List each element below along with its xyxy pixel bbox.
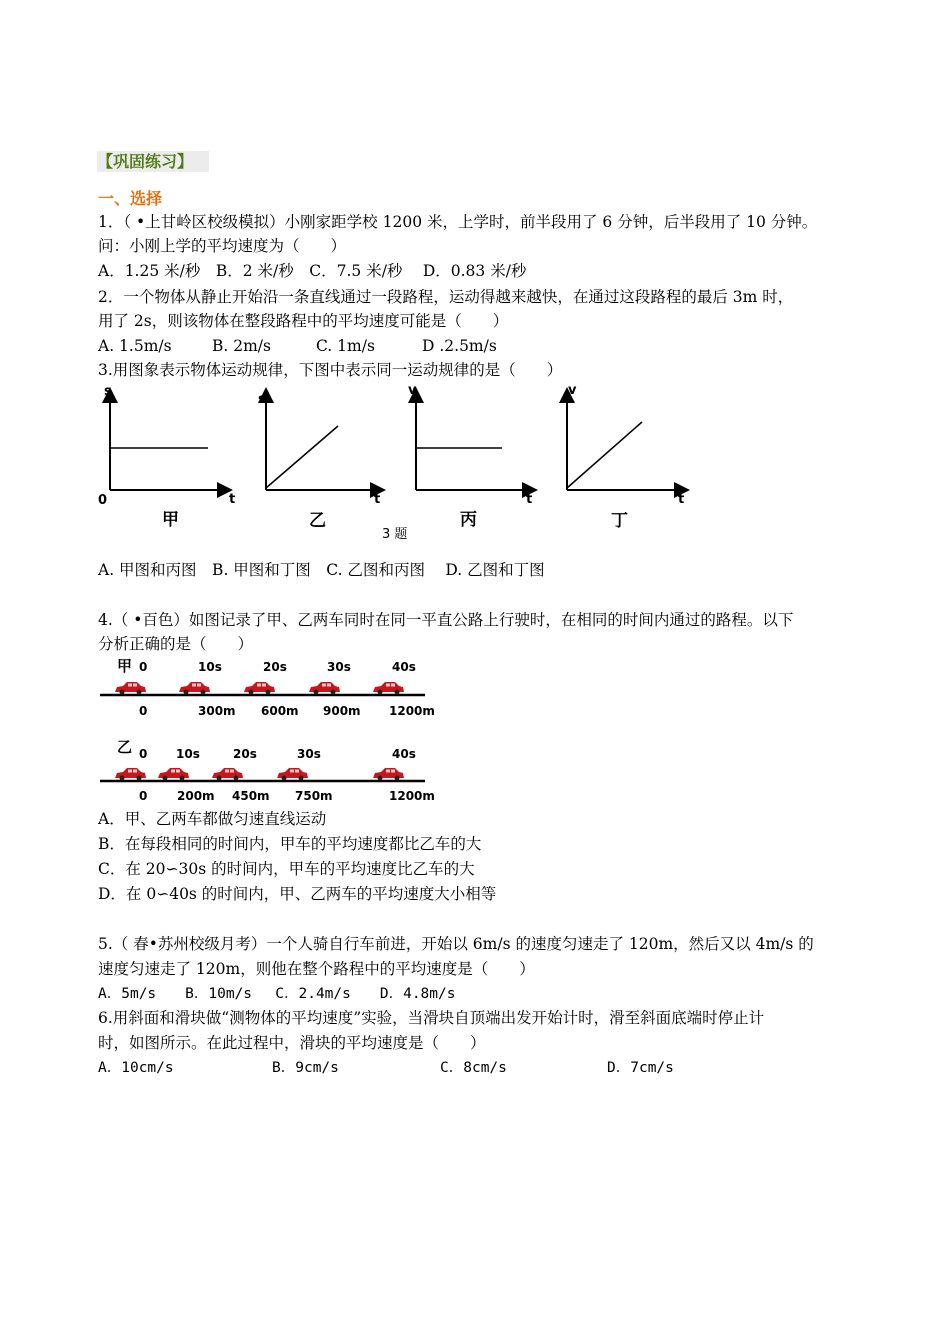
car-a-time-3: 30s bbox=[327, 660, 351, 674]
q5-line2: 速度匀速走了 120m，则他在整个路程中的平均速度是（ ） bbox=[98, 960, 535, 978]
car-a-time-1: 10s bbox=[198, 660, 222, 674]
q5-options: A．5m/s B．10m/s C．2.4m/s D．4.8m/s bbox=[98, 986, 456, 1002]
car-b-dist-4: 1200m bbox=[389, 789, 435, 803]
car-b-time-2: 20s bbox=[233, 747, 257, 761]
car-b-pos-3 bbox=[277, 768, 308, 781]
graph-ding-name: 丁 bbox=[611, 511, 628, 531]
car-b-time-0: 0 bbox=[139, 747, 148, 761]
exercise-header: 【巩固练习】 bbox=[97, 151, 209, 172]
car-b-time-3: 30s bbox=[297, 747, 321, 761]
graph-yi-name: 乙 bbox=[309, 511, 326, 531]
q6-line1: 6.用斜面和滑块做“测物体的平均速度”实验，当滑块自顶端出发开始计时，滑至斜面底端时停止计 bbox=[98, 1009, 765, 1027]
graph-jia-y-label: s bbox=[104, 384, 112, 399]
q3-line1: 3.用图象表示物体运动规律，下图中表示同一运动规律的是（ ） bbox=[98, 361, 563, 379]
q2-line1: 2．一个物体从静止开始沿一条直线通过一段路程，运动得越来越快，在通过这段路程的最后 3m 时， bbox=[98, 288, 794, 306]
car-a-dist-0: 0 bbox=[139, 704, 148, 718]
q2-option-d: D .2.5m/s bbox=[422, 337, 497, 355]
car-a-dist-3: 900m bbox=[323, 704, 361, 718]
graph-bing-name: 丙 bbox=[460, 510, 477, 530]
graph-jia bbox=[98, 384, 235, 530]
q2-line2: 用了 2s，则该物体在整段路程中的平均速度可能是（ ） bbox=[98, 312, 509, 330]
car-b-pos-4 bbox=[373, 768, 404, 781]
q6-line2: 时，如图所示。在此过程中，滑块的平均速度是（ ） bbox=[98, 1034, 486, 1052]
car-a-name: 甲 bbox=[117, 657, 133, 675]
q4-option-c: C．在 20∽30s 的时间内，甲车的平均速度比乙车的大 bbox=[98, 860, 475, 878]
car-a-pos-3 bbox=[309, 682, 340, 695]
car-a-pos-1 bbox=[179, 682, 210, 695]
graph-bing-y-label: v bbox=[408, 383, 417, 398]
car-a-dist-4: 1200m bbox=[389, 704, 435, 718]
q4-option-b: B．在每段相同的时间内，甲车的平均速度都比乙车的大 bbox=[98, 835, 482, 853]
q3-caption: 3 题 bbox=[382, 527, 408, 542]
q6-option-c: C．8cm/s bbox=[440, 1060, 507, 1076]
q4-option-a: A．甲、乙两车都做匀速直线运动 bbox=[98, 810, 327, 828]
graph-origin: 0 bbox=[98, 493, 108, 508]
q4-option-d: D．在 0∽40s 的时间内，甲、乙两车的平均速度大小相等 bbox=[98, 885, 497, 903]
q2-option-b: B. 2m/s bbox=[212, 337, 271, 355]
car-b-dist-2: 450m bbox=[232, 789, 270, 803]
car-b-pos-2 bbox=[212, 768, 243, 781]
car-b-dist-1: 200m bbox=[177, 789, 215, 803]
q4-line1: 4.（ •百色）如图记录了甲、乙两车同时在同一平直公路上行驶时，在相同的时间内通过的路程。以下 bbox=[98, 611, 794, 629]
q6-option-d: D．7cm/s bbox=[607, 1060, 674, 1076]
car-a-time-2: 20s bbox=[263, 660, 287, 674]
q1-line1: 1．（ •上甘岭区校级模拟）小刚家距学校 1200 米，上学时，前半段用了 6 分钟，后半段用了 10 分钟。 bbox=[98, 213, 818, 231]
q3-graphs bbox=[90, 380, 700, 550]
q1-line2: 问：小刚上学的平均速度为（ ） bbox=[98, 237, 347, 255]
q2-option-c: C. 1m/s bbox=[316, 337, 375, 355]
car-b-time-1: 10s bbox=[176, 747, 200, 761]
graph-ding bbox=[567, 383, 684, 531]
q5-line1: 5.（ 春•苏州校级月考）一个人骑自行车前进，开始以 6m/s 的速度匀速走了 120m，然后又以 4m/s 的 bbox=[98, 935, 814, 953]
car-b-pos-1 bbox=[158, 768, 189, 781]
car-b-dist-0: 0 bbox=[139, 789, 148, 803]
section-title: 一、选择 bbox=[98, 189, 163, 208]
car-a-pos-2 bbox=[244, 682, 275, 695]
car-a-pos-4 bbox=[373, 682, 404, 695]
graph-yi bbox=[258, 392, 380, 531]
car-b-dist-3: 750m bbox=[295, 789, 333, 803]
graph-jia-name: 甲 bbox=[162, 510, 179, 530]
car-b-name: 乙 bbox=[117, 738, 133, 756]
q4-car-diagram bbox=[95, 652, 440, 807]
q4-line2: 分析正确的是（ ） bbox=[98, 635, 254, 653]
graph-ding-x-label: t bbox=[678, 492, 685, 507]
graph-ding-y-label: v bbox=[568, 383, 577, 398]
car-b-time-4: 40s bbox=[392, 747, 416, 761]
q2-option-a: A. 1.5m/s bbox=[98, 337, 172, 355]
car-b-pos-0 bbox=[115, 768, 146, 781]
graph-bing bbox=[408, 383, 532, 530]
car-a-time-4: 40s bbox=[392, 660, 416, 674]
car-a-time-0: 0 bbox=[139, 660, 148, 674]
graph-yi-x-label: t bbox=[374, 492, 381, 507]
car-a-dist-2: 600m bbox=[261, 704, 299, 718]
graph-yi-y-label: s bbox=[258, 392, 266, 407]
car-a-pos-0 bbox=[115, 682, 146, 695]
graph-bing-x-label: t bbox=[526, 492, 533, 507]
q3-options: A. 甲图和丙图 B. 甲图和丁图 C. 乙图和丙图 D. 乙图和丁图 bbox=[98, 561, 545, 579]
q6-option-b: B．9cm/s bbox=[272, 1060, 339, 1076]
graph-jia-x-label: t bbox=[229, 492, 236, 507]
q6-option-a: A．10cm/s bbox=[98, 1060, 174, 1076]
car-a-dist-1: 300m bbox=[198, 704, 236, 718]
q1-options: A．1.25 米/秒 B．2 米/秒 C．7.5 米/秒 D．0.83 米/秒 bbox=[98, 262, 527, 280]
